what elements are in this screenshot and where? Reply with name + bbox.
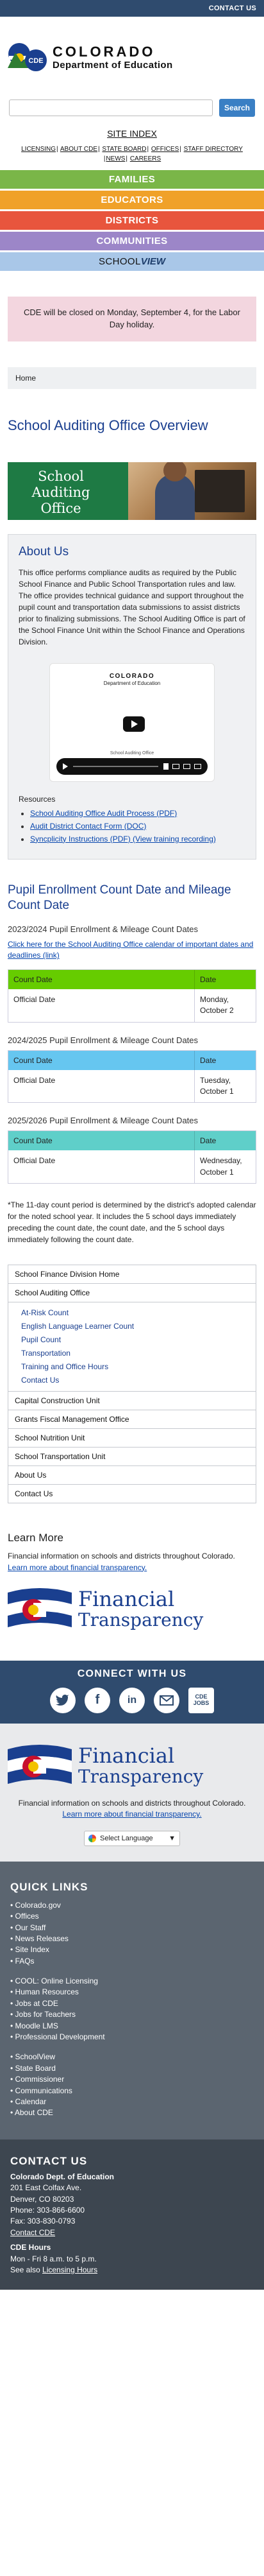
sidenav-sub-transportation[interactable]: Transportation xyxy=(21,1349,70,1358)
footer-ft-line-2: Transparency xyxy=(78,1766,204,1788)
side-navigation xyxy=(8,1265,256,1503)
settings-icon[interactable] xyxy=(183,764,190,769)
menu-communities[interactable]: COMMUNITIES xyxy=(0,232,264,250)
logo-line-2: Department of Education xyxy=(53,60,173,71)
table-header-date: Date xyxy=(194,1131,256,1150)
quick-link[interactable]: Jobs at CDE xyxy=(15,1998,58,2008)
sidenav-sub-training[interactable]: Training and Office Hours xyxy=(21,1362,109,1372)
quick-link[interactable]: Communications xyxy=(15,2086,72,2095)
svg-text:CDE: CDE xyxy=(28,57,44,65)
util-link-news[interactable]: NEWS xyxy=(106,155,126,162)
sidenav-item-auditing-office[interactable]: School Auditing Office xyxy=(8,1284,256,1302)
resource-link-audit-process[interactable]: School Auditing Office Audit Process (PDF) xyxy=(30,808,177,818)
search-bar xyxy=(0,99,264,117)
quick-link[interactable]: FAQs xyxy=(15,1956,35,1966)
footer-transparency-link[interactable]: Learn more about financial transparency. xyxy=(62,1810,202,1819)
contact-name: Colorado Dept. of Education xyxy=(10,2172,114,2181)
colorado-flag-icon xyxy=(8,1586,72,1632)
table-cell-date: Tuesday, October 1 xyxy=(194,1070,256,1103)
contact-cde-link[interactable]: Contact CDE xyxy=(10,2227,56,2237)
footer-transparency-text: Financial information on schools and districts throughout Colorado. Learn more about financial transparency. xyxy=(18,1798,246,1819)
util-link-about[interactable]: ABOUT CDE xyxy=(60,146,98,153)
sidenav-item-about[interactable]: About Us xyxy=(8,1466,256,1485)
table-header-date: Date xyxy=(194,970,256,989)
hero-text: School Auditing Office xyxy=(31,468,90,517)
menu-educators[interactable]: EDUCATORS xyxy=(0,191,264,209)
breadcrumb-home[interactable]: Home xyxy=(15,373,37,383)
connect-heading: CONNECT WITH US xyxy=(77,1668,187,1679)
progress-bar[interactable] xyxy=(73,766,158,767)
quick-link[interactable]: Moodle LMS xyxy=(15,2021,58,2030)
quick-links-group-1 xyxy=(10,1900,254,1967)
sidenav-sub-contact[interactable]: Contact Us xyxy=(21,1376,60,1385)
page-title: School Auditing Office Overview xyxy=(8,417,208,433)
google-icon xyxy=(88,1835,96,1842)
email-icon[interactable] xyxy=(154,1688,179,1713)
schoolview-suffix: VIEW xyxy=(140,256,166,267)
hours-text: Mon - Fri 8 a.m. to 5 p.m. xyxy=(10,2254,97,2263)
financial-transparency-logo[interactable] xyxy=(8,1586,256,1632)
quick-link[interactable]: Human Resources xyxy=(15,1987,79,1997)
util-link-staff-directory[interactable]: STAFF DIRECTORY xyxy=(183,146,243,153)
quick-link[interactable]: Our Staff xyxy=(15,1923,46,1932)
contact-phone: Phone: 303-866-6600 xyxy=(10,2205,85,2215)
sidenav-item-grants[interactable]: Grants Fiscal Management Office xyxy=(8,1410,256,1429)
count-table-2025 xyxy=(8,1130,256,1184)
linkedin-icon[interactable]: in xyxy=(119,1688,145,1713)
table-cell-label: Official Date xyxy=(13,994,56,1004)
twitter-icon[interactable] xyxy=(50,1688,76,1713)
footer-colorado-flag-icon xyxy=(8,1743,72,1789)
resources xyxy=(19,795,245,845)
search-input[interactable] xyxy=(9,99,213,116)
sidenav-item-contact[interactable]: Contact Us xyxy=(15,1489,53,1499)
footer-ft-line-1: Financial xyxy=(78,1743,175,1768)
chevron-down-icon: ▼ xyxy=(169,1834,176,1842)
breadcrumb xyxy=(8,367,256,389)
logo-line-1: COLORADO xyxy=(53,43,156,60)
quick-link[interactable]: Professional Development xyxy=(15,2032,105,2042)
quick-link[interactable]: Jobs for Teachers xyxy=(15,2010,76,2019)
logo-text[interactable] xyxy=(53,44,173,71)
social-links xyxy=(0,1688,264,1713)
util-link-state-board[interactable]: STATE BOARD xyxy=(102,146,147,153)
count-period-note: *The 11-day count period is determined by the district's adopted calendar for the noted school year. It includes the 5 school days immediately preceding the count date, the count date, and the 5 school days immediately following the count date. xyxy=(8,1200,256,1245)
util-link-offices[interactable]: OFFICES xyxy=(151,146,179,153)
resource-link-syncplicity[interactable]: Syncplicity Instructions (PDF) (View training recording) xyxy=(30,834,216,843)
ft-logo-line-1: Financial xyxy=(78,1587,175,1612)
video-logo-text: COLORADO xyxy=(109,672,155,680)
quick-link[interactable]: Calendar xyxy=(15,2097,47,2106)
main-menu xyxy=(0,170,264,271)
sidenav-item-nutrition[interactable]: School Nutrition Unit xyxy=(8,1429,256,1448)
pupil-enrollment-heading: Pupil Enrollment Count Date and Mileage Count Date xyxy=(8,883,231,913)
table-header-count-date: Count Date xyxy=(13,974,53,984)
utility-links: LICENSING| ABOUT CDE| STATE BOARD| OFFICES| STAFF DIRECTORY |NEWS| CAREERS xyxy=(21,146,243,162)
play-icon[interactable] xyxy=(123,716,145,732)
sidenav-sub-ell[interactable]: English Language Learner Count xyxy=(21,1322,135,1331)
learn-more-link[interactable]: Learn more about financial transparency. xyxy=(8,1562,147,1572)
table-cell-label: Official Date xyxy=(13,1075,56,1085)
footer-transparency xyxy=(0,1724,264,1862)
language-select[interactable] xyxy=(84,1831,180,1846)
quick-link[interactable]: SchoolView xyxy=(15,2052,56,2062)
table-header-date: Date xyxy=(194,1051,256,1070)
count-table-2024 xyxy=(8,1050,256,1103)
resource-link-contact-form[interactable]: Audit District Contact Form (DOC) xyxy=(30,821,147,831)
contact-heading: CONTACT US xyxy=(10,2154,88,2167)
language-select-label: Select Language xyxy=(100,1834,153,1842)
sidenav-subitems xyxy=(8,1302,256,1392)
contact-us-link[interactable]: CONTACT US xyxy=(208,4,256,12)
video-controls xyxy=(56,758,208,775)
table-cell-date: Monday, October 2 xyxy=(194,989,256,1022)
quick-links-group-3 xyxy=(10,2052,254,2118)
resources-label: Resources xyxy=(19,794,56,804)
sidenav-item-finance-home[interactable]: School Finance Division Home xyxy=(8,1265,256,1284)
cde-jobs-link[interactable]: CDE JOBS xyxy=(188,1688,214,1713)
quick-link[interactable]: Colorado.gov xyxy=(15,1900,61,1910)
about-us-panel xyxy=(8,534,256,860)
captions-icon[interactable] xyxy=(172,764,179,769)
contact-fax: Fax: 303-830-0793 xyxy=(10,2217,76,2226)
table-cell-label: Official Date xyxy=(13,1156,56,1166)
schoolview-prefix: SCHOOL xyxy=(98,256,141,267)
quick-link[interactable]: News Releases xyxy=(15,1933,69,1943)
search-button[interactable]: Search xyxy=(219,99,255,117)
menu-families[interactable]: FAMILIES xyxy=(0,170,264,189)
util-link-licensing[interactable]: LICENSING xyxy=(21,146,56,153)
quick-link[interactable]: Offices xyxy=(15,1912,39,1921)
play-control-icon[interactable] xyxy=(63,763,68,770)
quick-links-group-2 xyxy=(10,1976,254,2043)
calendar-link[interactable]: Click here for the School Auditing Office calendar of important dates and deadlines (link) xyxy=(8,940,254,960)
sidenav-sub-at-risk[interactable]: At-Risk Count xyxy=(21,1308,69,1318)
year-2024-title: 2024/2025 Pupil Enrollment & Mileage Count Dates xyxy=(8,1035,199,1045)
hero-banner xyxy=(8,462,256,520)
video-logo-subtext: Department of Education xyxy=(103,680,161,686)
about-us-heading: About Us xyxy=(19,544,69,558)
about-us-body: This office performs compliance audits as required by the Public School Finance and Public School Transportation rules and law. The office provides technical guidance and support throughout the pupil count and transportation data submissions to assist districts prior to finalizing submissions. The School Auditing Office is part of the School Finance Unit within the School Finance and Operations Division. xyxy=(19,567,245,646)
hero-photo xyxy=(128,462,256,520)
quick-links-heading: QUICK LINKS xyxy=(10,1880,88,1893)
colorado-logo-icon[interactable] xyxy=(8,39,47,76)
volume-icon[interactable] xyxy=(163,763,169,770)
quick-link[interactable]: Commissioner xyxy=(15,2075,65,2084)
year-2023-title: 2023/2024 Pupil Enrollment & Mileage Count Dates xyxy=(8,924,199,935)
table-header-count-date: Count Date xyxy=(13,1136,53,1146)
year-2025-title: 2025/2026 Pupil Enrollment & Mileage Count Dates xyxy=(8,1116,199,1126)
connect-with-us xyxy=(0,1661,264,1724)
util-link-careers[interactable]: CAREERS xyxy=(129,155,161,162)
learn-more-text: Financial information on schools and districts throughout Colorado. Learn more about financial transparency. xyxy=(8,1552,235,1572)
footer-transparency-logo[interactable] xyxy=(8,1743,256,1789)
quick-link[interactable]: COOL: Online Licensing xyxy=(15,1976,98,1986)
fullscreen-icon[interactable] xyxy=(194,764,201,769)
site-header xyxy=(0,17,264,92)
top-bar xyxy=(0,0,264,17)
site-index-link[interactable]: SITE INDEX xyxy=(107,128,157,139)
sidenav-item-capital-construction[interactable]: Capital Construction Unit xyxy=(8,1392,256,1410)
video-caption: School Auditing Office xyxy=(110,750,154,756)
contact-address-1: 201 East Colfax Ave. xyxy=(10,2183,82,2193)
facebook-icon[interactable]: f xyxy=(85,1688,110,1713)
quick-links xyxy=(0,1862,264,2139)
ft-logo-line-2: Transparency xyxy=(78,1609,204,1631)
contact-address-2: Denver, CO 80203 xyxy=(10,2194,74,2204)
quick-link[interactable]: Site Index xyxy=(15,1945,49,1955)
learn-more-heading: Learn More xyxy=(8,1532,63,1544)
footer-contact xyxy=(0,2139,264,2290)
menu-schoolview[interactable] xyxy=(0,252,264,271)
table-cell-date: Wednesday, October 1 xyxy=(194,1150,256,1183)
licensing-hours-link[interactable]: Licensing Hours xyxy=(42,2265,98,2274)
learn-more xyxy=(8,1532,256,1632)
site-index xyxy=(0,128,264,139)
menu-districts[interactable]: DISTRICTS xyxy=(0,211,264,230)
quick-link[interactable]: State Board xyxy=(15,2063,56,2073)
quick-link[interactable]: About CDE xyxy=(14,2108,53,2118)
sidenav-sub-pupil-count[interactable]: Pupil Count xyxy=(21,1335,62,1345)
licensing-hours: See also Licensing Hours xyxy=(10,2265,98,2274)
table-header-count-date: Count Date xyxy=(13,1055,53,1065)
video-player[interactable] xyxy=(49,663,215,782)
sidenav-item-transportation[interactable]: School Transportation Unit xyxy=(8,1448,256,1466)
count-table-2023 xyxy=(8,969,256,1023)
hours-label: CDE Hours xyxy=(10,2243,51,2252)
holiday-alert: CDE will be closed on Monday, September 4, for the Labor Day holiday. xyxy=(8,297,256,341)
